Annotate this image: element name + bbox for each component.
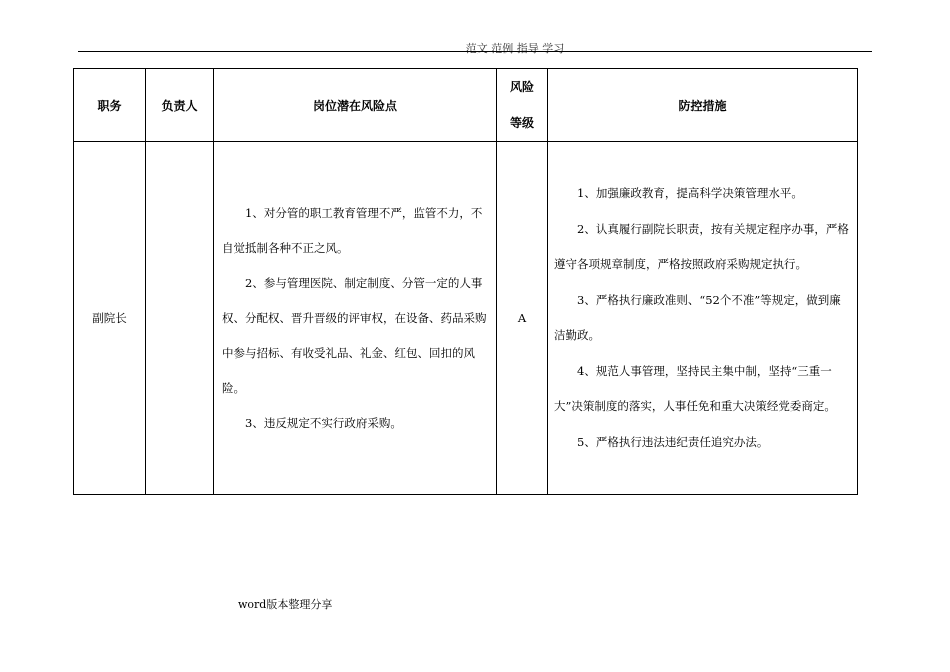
column-header-position: 职务 [74,69,146,142]
table-row [74,142,858,495]
measure-item: 3、严格执行廉政准则、“52个不准”等规定，做到廉洁勤政。 [554,292,841,342]
measures-cell [548,142,858,495]
risk-points-cell [214,142,497,495]
measure-item: 1、加强廉政教育，提高科学决策管理水平。 [577,186,803,200]
risk-point-item: 3、违反规定不实行政府采购。 [245,415,402,430]
page-footer-text: word版本整理分享 [238,598,333,611]
page-header-text: 范文 范例 指导 学习 [465,42,565,55]
risk-level-cell: A [497,142,548,495]
header-divider [78,51,872,52]
risk-level-label-line2: 等级 [509,116,534,130]
position-cell: 副院长 [74,142,146,495]
measure-item: 2、认真履行副院长职责，按有关规定程序办事，严格遵守各项规章制度，严格按照政府采购规定执行。 [554,221,849,271]
column-header-risk-points: 岗位潜在风险点 [214,69,497,142]
table-header-row [74,69,858,142]
risk-control-table [73,68,858,495]
measure-item: 5、严格执行违法违纪责任追究办法。 [577,434,769,449]
column-header-person: 负责人 [146,69,214,142]
risk-level-label-line1: 风险 [509,80,534,94]
column-header-risk-level [497,69,548,142]
risk-point-item: 2、参与管理医院、制定制度、分管一定的人事权、分配权、晋升晋级的评审权，在设备、药品采购中参与招标、有收受礼品、礼金、红包、回扣的风险。 [222,275,487,395]
column-header-measures: 防控措施 [548,69,858,142]
measure-item: 4、规范人事管理，坚持民主集中制，坚持“三重一大”决策制度的落实，人事任免和重大决策经党委商定。 [554,363,836,413]
person-cell [146,142,214,495]
risk-point-item: 1、对分管的职工教育管理不严，监管不力，不自觉抵制各种不正之风。 [222,205,483,255]
